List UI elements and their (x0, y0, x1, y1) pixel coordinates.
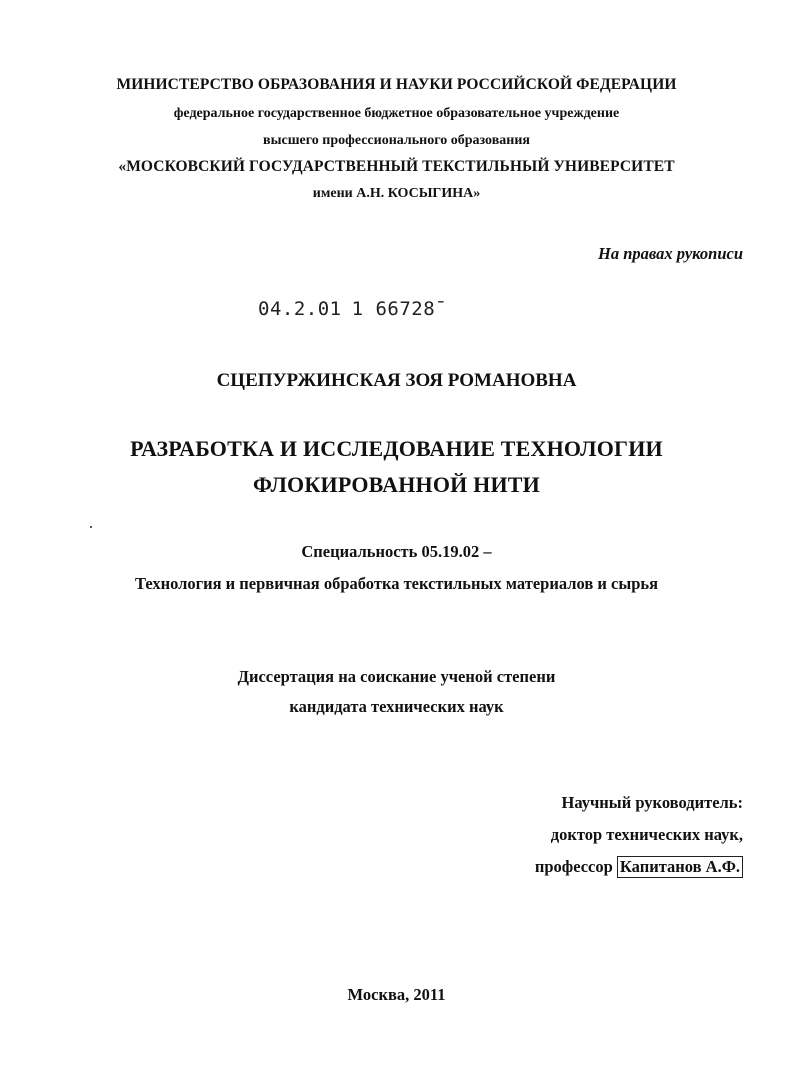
stamp-number: 1 66728 (351, 298, 436, 320)
university-heading: «МОСКОВСКИЙ ГОСУДАРСТВЕННЫЙ ТЕКСТИЛЬНЫЙ УНИВЕРСИТЕТ (118, 158, 675, 175)
dissertation-title-line1: РАЗРАБОТКА И ИССЛЕДОВАНИЕ ТЕХНОЛОГИИ (130, 436, 663, 461)
supervisor-label: Научный руководитель: (561, 793, 743, 812)
scan-speck (90, 526, 92, 528)
manuscript-note: На правах рукописи (598, 244, 743, 263)
degree-line2: кандидата технических наук (289, 697, 504, 716)
institution-type: федеральное государственное бюджетное образовательное учреждение (173, 106, 620, 121)
supervisor-line (535, 857, 743, 877)
dissertation-title-line2: ФЛОКИРОВАННОЙ НИТИ (253, 472, 540, 497)
place-year: Москва, 2011 (347, 985, 446, 1004)
ministry-heading: МИНИСТЕРСТВО ОБРАЗОВАНИЯ И НАУКИ РОССИЙСКОЙ ФЕДЕРАЦИИ (116, 76, 677, 93)
specialty-name: Технология и первичная обработка текстильных материалов и сырья (134, 574, 659, 593)
education-level: высшего профессионального образования (263, 133, 530, 148)
supervisor-title: профессор (534, 857, 613, 876)
registration-stamp (258, 298, 447, 320)
degree-line1: Диссертация на соискание ученой степени (237, 667, 556, 686)
author-name: СЦЕПУРЖИНСКАЯ ЗОЯ РОМАНОВНА (216, 370, 577, 391)
university-name: имени А.Н. КОСЫГИНА» (312, 186, 481, 201)
specialty-code: Специальность 05.19.02 – (301, 542, 492, 561)
supervisor-name: Капитанов А.Ф. (617, 856, 743, 878)
stamp-code: 04.2.01 (258, 298, 342, 320)
supervisor-degree: доктор технических наук, (550, 825, 743, 844)
stamp-dash: ˉ (435, 298, 448, 320)
